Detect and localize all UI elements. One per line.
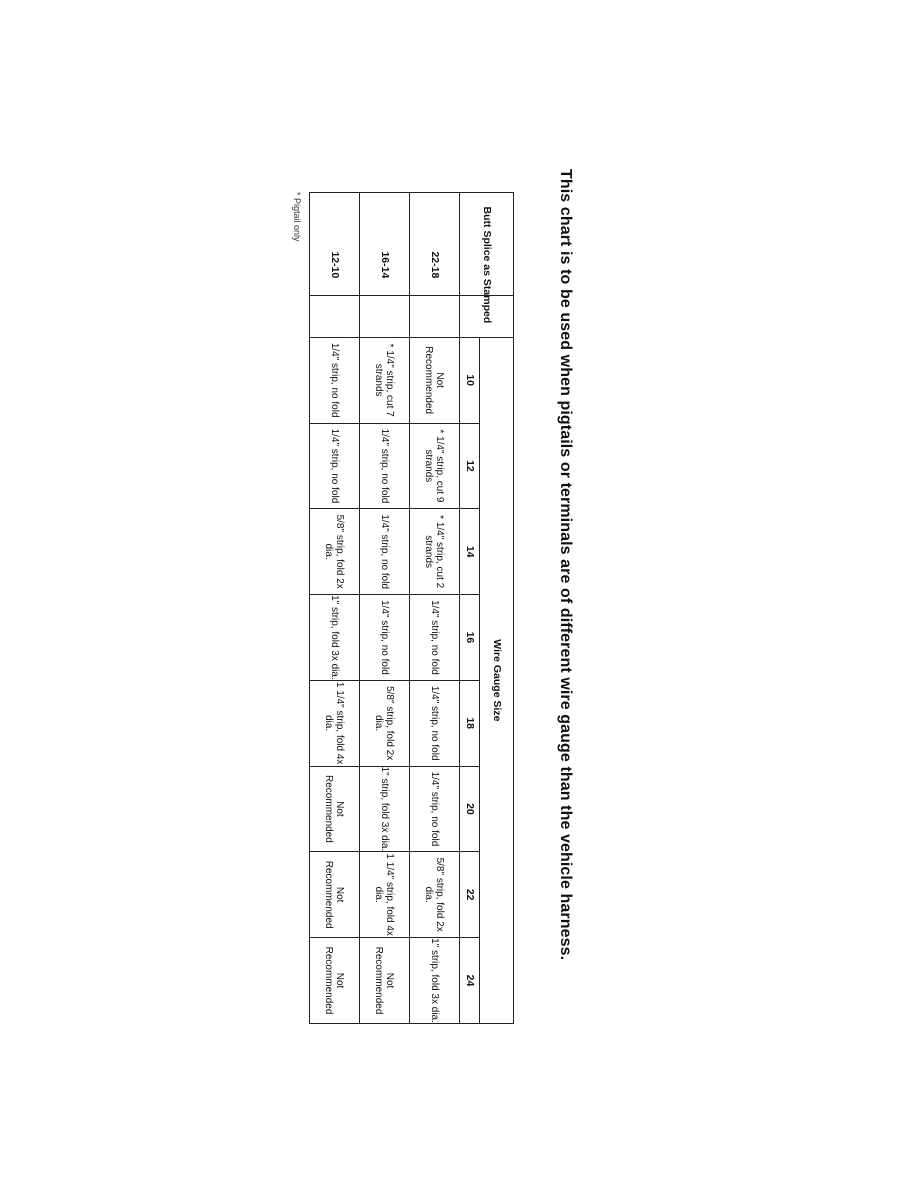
gauge-col-10: 10 <box>460 337 480 423</box>
table-cell: 1 1/4" strip, fold 4x dia. <box>360 852 410 938</box>
table-cell: Not Recommended <box>310 852 360 938</box>
table-row <box>360 193 410 1024</box>
row-label: 22-18 <box>410 193 460 338</box>
gauge-col-12: 12 <box>460 423 480 509</box>
table-cell: 1/4" strip, no fold <box>310 337 360 423</box>
table-cell: 5/8" strip, fold 2x dia. <box>310 509 360 595</box>
table-cell: Not Recommended <box>310 766 360 852</box>
table-cell: 1/4" strip, no fold <box>360 509 410 595</box>
table-cell: 1" strip, fold 3x dia. <box>410 938 460 1024</box>
table-cell: * 1/4" strip, cut 2 strands <box>410 509 460 595</box>
wire-gauge-header: Wire Gauge Size <box>480 337 514 1023</box>
row-label: 16-14 <box>360 193 410 338</box>
rotated-chart-page <box>284 169 574 1023</box>
gauge-col-24: 24 <box>460 938 480 1024</box>
gauge-col-20: 20 <box>460 766 480 852</box>
table-cell: Not Recommended <box>310 938 360 1024</box>
wire-gauge-chart <box>309 192 514 1024</box>
table-cell: 1/4" strip, no fold <box>410 766 460 852</box>
table-cell: 1/4" strip, no fold <box>360 423 410 509</box>
table-cell: 5/8" strip, fold 2x dia. <box>360 680 410 766</box>
table-cell: * 1/4" strip, cut 7 strands <box>360 337 410 423</box>
table-cell: 1/4" strip, no fold <box>360 595 410 681</box>
table-cell: 5/8" strip, fold 2x dia. <box>410 852 460 938</box>
table-cell: 1/4" strip, no fold <box>410 680 460 766</box>
table-cell: 1/4" strip, no fold <box>410 595 460 681</box>
gauge-col-14: 14 <box>460 509 480 595</box>
table-cell: 1" strip, fold 3x dia. <box>310 595 360 681</box>
table-cell: Not Recommended <box>360 938 410 1024</box>
gauge-col-16: 16 <box>460 595 480 681</box>
gauge-col-18: 18 <box>460 680 480 766</box>
table-row <box>410 193 460 1024</box>
table-row <box>310 193 360 1024</box>
chart-heading: This chart is to be used when pigtails or terminals are of different wire gauge than the vehicle harness. <box>557 169 574 961</box>
table-cell: 1/4" strip, no fold <box>310 423 360 509</box>
table-cell: 1 1/4" strip, fold 4x dia. <box>310 680 360 766</box>
table-cell: * 1/4" strip, cut 9 strands <box>410 423 460 509</box>
row-label: 12-10 <box>310 193 360 338</box>
table-cell: Not Recommended <box>410 337 460 423</box>
pigtail-footnote: * Pigtail only <box>292 192 302 242</box>
butt-splice-header: Butt Splice as Stamped <box>460 193 514 338</box>
gauge-col-22: 22 <box>460 852 480 938</box>
splice-table <box>309 192 514 1024</box>
table-cell: 1" strip, fold 3x dia. <box>360 766 410 852</box>
